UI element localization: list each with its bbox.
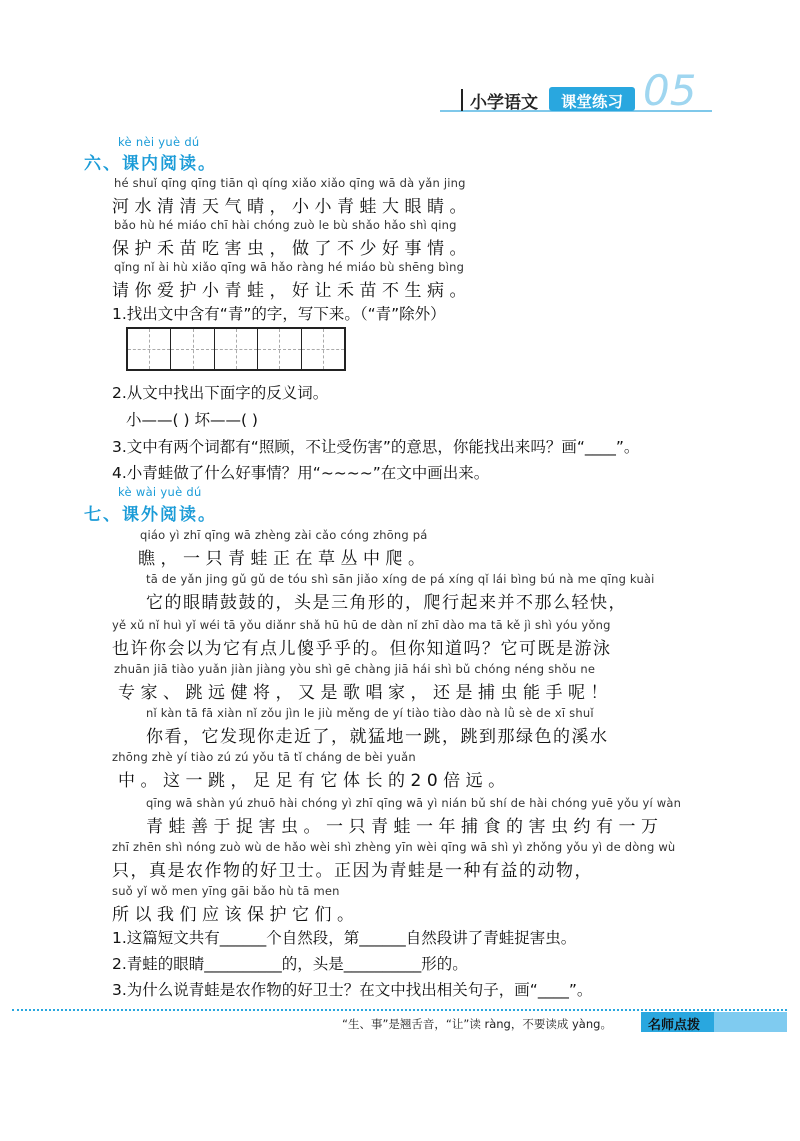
poem-line2-pinyin: bǎo hù hé miáo chī hài chóng zuò le bù shǎo hǎo shì qing [114,218,457,232]
passage-line5-pinyin: nǐ kàn tā fā xiàn nǐ zǒu jìn le jiù měng de yí tiào tiào dào nà lǜ sè de xī shuǐ [146,706,594,720]
header-subject: 小学语文 [470,93,538,113]
grid-cell[interactable] [128,329,171,369]
passage-line7: 青蛙善于捉害虫。一只青蛙一年捕食的害虫约有一万 [146,817,664,837]
s7-question-2[interactable]: 2.青蛙的眼睛__________的，头是__________形的。 [112,955,468,973]
s6-question-2-blanks[interactable]: 小——( ) 坏——( ) [126,411,258,429]
s6-question-3: 3.文中有两个词都有“照顾，不让受伤害”的意思，你能找出来吗？画“____”。 [112,438,640,456]
passage-line3-pinyin: yě xǔ nǐ huì yǐ wéi tā yǒu diǎnr shǎ hū hū de dàn nǐ zhī dào ma tā kě jì shì yóu yǒng [112,618,611,632]
passage-line3: 也许你会以为它有点儿傻乎乎的。但你知道吗？它可既是游泳 [112,639,612,659]
passage-line2: 它的眼睛鼓鼓的，头是三角形的，爬行起来并不那么轻快， [146,593,627,613]
passage-line5: 你看，它发现你走近了，就猛地一跳，跳到那绿色的溪水 [146,727,609,747]
writing-grid[interactable] [126,327,346,371]
section7-title-pinyin: kè wài yuè dú [118,485,202,499]
s7-question-3: 3.为什么说青蛙是农作物的好卫士？在文中找出相关句子，画“____”。 [112,981,593,999]
passage-line9-pinyin: suǒ yǐ wǒ men yīng gāi bǎo hù tā men [112,884,340,898]
s6-question-4: 4.小青蛙做了什么好事情？用“~~~~”在文中画出来。 [112,464,490,482]
s7-question-1[interactable]: 1.这篇短文共有______个自然段，第______自然段讲了青蛙捉害虫。 [112,929,577,947]
section6-title: 六、课内阅读。 [84,154,217,174]
passage-line1: 瞧，一只青蛙正在草丛中爬。 [138,549,431,569]
s6-question-1: 1.找出文中含有“青”的字，写下来。（“青”除外） [112,305,446,323]
header-badge: 课堂练习 [560,93,623,111]
grid-cell[interactable] [302,329,344,369]
poem-line3-pinyin: qǐng nǐ ài hù xiǎo qīng wā hǎo ràng hé miáo bù shēng bìng [114,260,465,274]
teacher-tip-badge-tail [714,1012,787,1032]
poem-line1: 河水清清天气晴，小小青蛙大眼睛。 [112,197,472,217]
grid-cell[interactable] [215,329,258,369]
passage-line8-pinyin: zhī zhēn shì nóng zuò wù de hǎo wèi shì zhèng yīn wèi qīng wā shì yì zhǒng yǒu yì de dòng wù [112,840,676,854]
passage-line6: 中。这一跳，足足有它体长的20倍远。 [118,771,511,791]
teacher-tip-badge: 名师点拨 [648,1018,701,1033]
teacher-tip-text: “生、事”是翘舌音，“让”读 ràng，不要读成 yàng。 [342,1017,612,1031]
passage-line6-pinyin: zhōng zhè yí tiào zú zú yǒu tā tǐ cháng de bèi yuǎn [112,750,416,764]
header-separator [461,89,463,111]
passage-line2-pinyin: tā de yǎn jing gǔ gǔ de tóu shì sān jiǎo xíng de pá xíng qǐ lái bìng bú nà me qīng kuài [146,572,655,586]
passage-line4: 专家、跳远健将，又是歌唱家，还是捕虫能手呢！ [118,683,613,703]
grid-cell[interactable] [171,329,214,369]
grid-cell[interactable] [258,329,301,369]
footer-dotted-rule [12,1009,787,1011]
section7-title: 七、课外阅读。 [84,505,217,525]
page-number: 05 [643,66,697,115]
section6-title-pinyin: kè nèi yuè dú [118,135,200,149]
passage-line4-pinyin: zhuān jiā tiào yuǎn jiàn jiàng yòu shì gē chàng jiā hái shì bǔ chóng néng shǒu ne [114,662,596,676]
poem-line3: 请你爱护小青蛙，好让禾苗不生病。 [112,281,472,301]
passage-line1-pinyin: qiáo yì zhī qīng wā zhèng zài cǎo cóng zhōng pá [140,528,428,542]
poem-line1-pinyin: hé shuǐ qīng qīng tiān qì qíng xiǎo xiǎo qīng wā dà yǎn jing [114,176,466,190]
passage-line7-pinyin: qīng wā shàn yú zhuō hài chóng yì zhī qīng wā yì nián bǔ shí de hài chóng yuē yǒu yí wàn [146,796,682,810]
passage-line8: 只，真是农作物的好卫士。正因为青蛙是一种有益的动物， [112,861,593,881]
s6-question-2: 2.从文中找出下面字的反义词。 [112,384,329,402]
passage-line9: 所以我们应该保护它们。 [112,905,360,925]
poem-line2: 保护禾苗吃害虫，做了不少好事情。 [112,239,472,259]
